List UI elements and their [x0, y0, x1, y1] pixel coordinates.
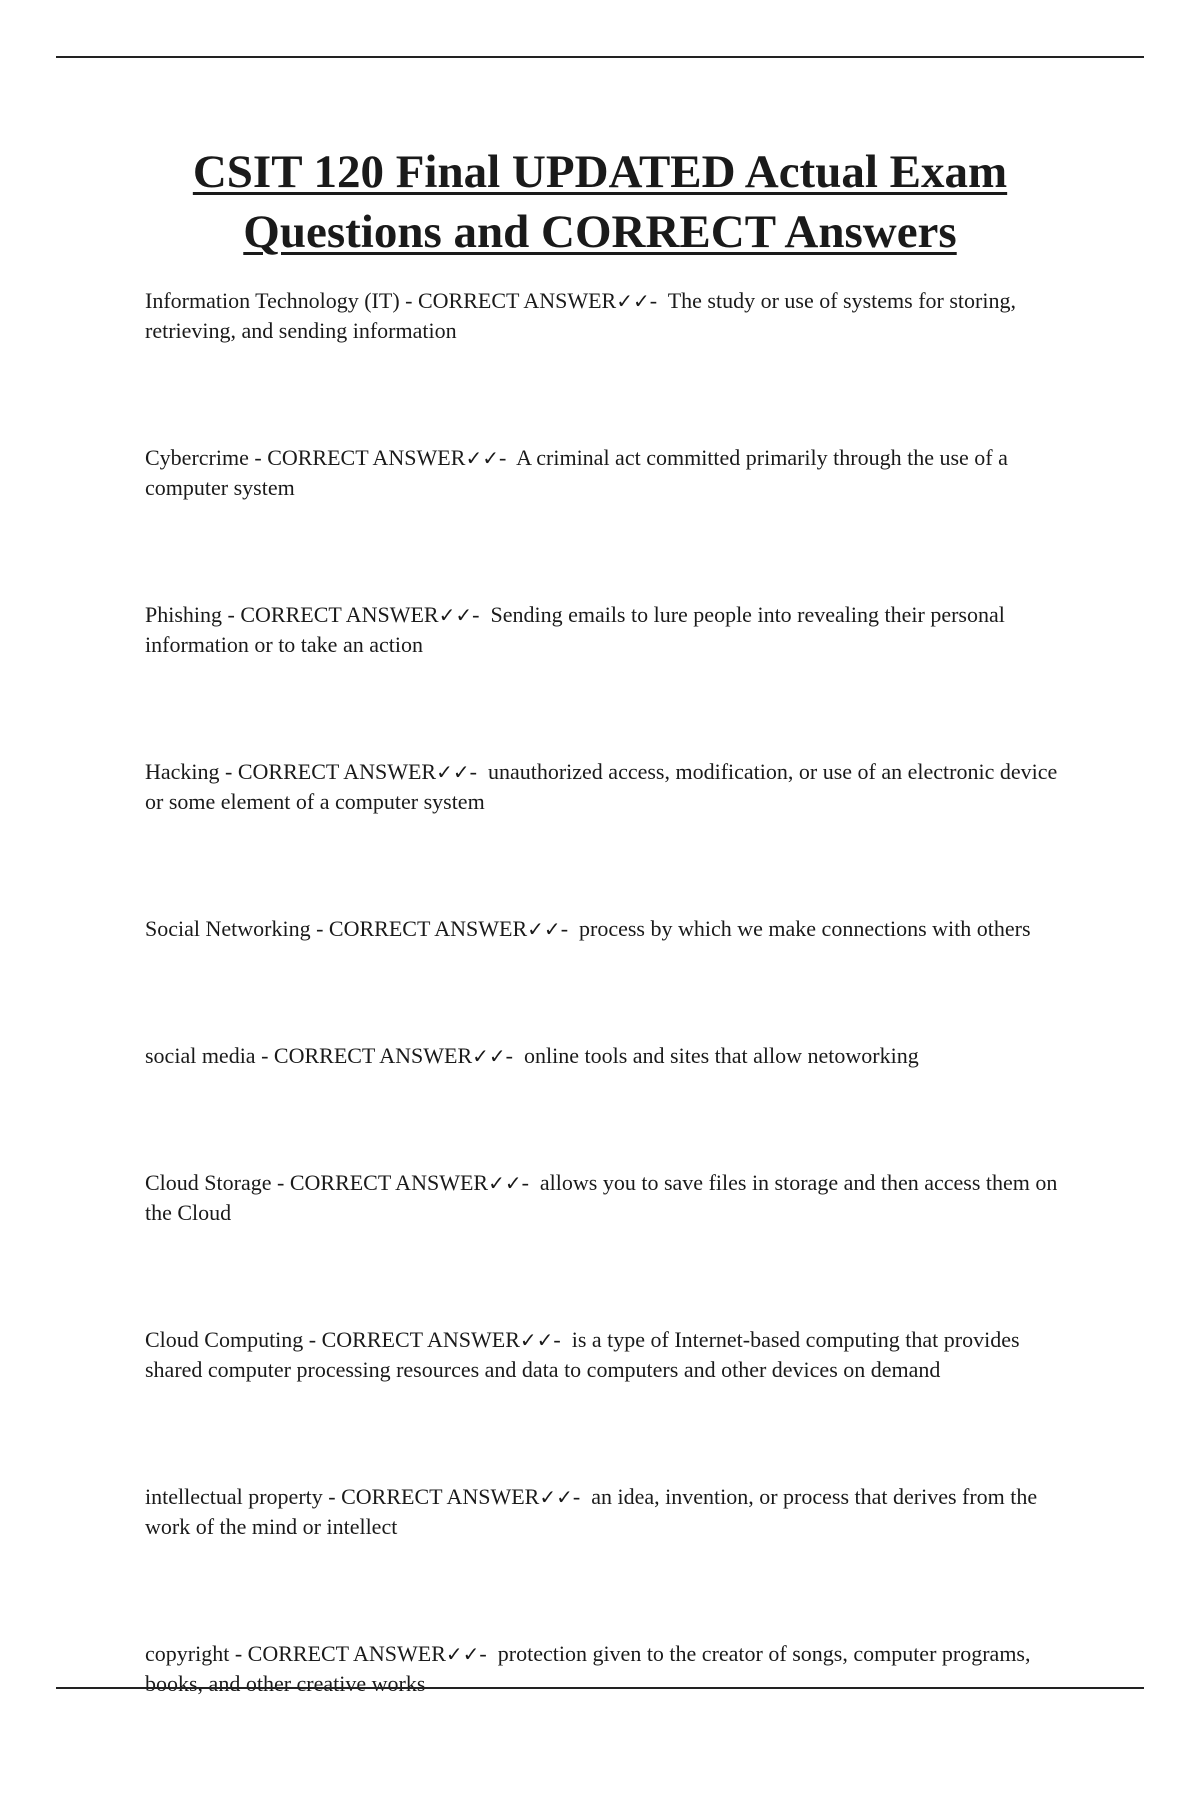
bottom-divider	[56, 1687, 1144, 1689]
qa-entry-social-media: social media - CORRECT ANSWER✓✓- online tools and sites that allow netoworking	[145, 1043, 919, 1068]
entry-definition: protection given to the creator of songs, computer programs, books, and other creative works	[145, 1641, 1031, 1696]
answer-label: CORRECT ANSWER	[341, 1484, 540, 1509]
entry-term: Hacking	[145, 759, 220, 784]
entry-term: Cloud Storage	[145, 1170, 272, 1195]
entry-term: Information Technology (IT)	[145, 288, 400, 313]
entry-term: Cloud Computing	[145, 1327, 304, 1352]
checkmark-icon: ✓✓	[465, 446, 499, 470]
entry-definition: process by which we make connections with others	[579, 916, 1031, 941]
answer-label: CORRECT ANSWER	[247, 1641, 446, 1666]
entry-term: Cybercrime	[145, 445, 249, 470]
checkmark-icon: ✓✓	[527, 917, 561, 941]
entry-term: social media	[145, 1043, 256, 1068]
checkmark-icon: ✓✓	[472, 1044, 506, 1068]
entry-term: intellectual property	[145, 1484, 323, 1509]
answer-label: CORRECT ANSWER	[237, 759, 437, 784]
qa-entry-it: Information Technology (IT) - CORRECT ANSWER✓✓- The study or use of systems for storing, retrieving, and sending information	[145, 288, 1016, 343]
checkmark-icon: ✓✓	[436, 760, 470, 784]
qa-entry-intellectual-property: intellectual property - CORRECT ANSWER✓✓- an idea, invention, or process that derives from the work of the mind or intellect	[145, 1484, 1038, 1539]
entry-definition: an idea, invention, or process that derives from the work of the mind or intellect	[145, 1484, 1038, 1539]
title-line-2: Questions and CORRECT Answers	[243, 206, 957, 258]
entry-definition: The study or use of systems for storing, retrieving, and sending information	[145, 288, 1016, 343]
qa-entry-cloud-computing: Cloud Computing - CORRECT ANSWER✓✓- is a type of Internet-based computing that provides shared computer processing resources and data to computers and other devices on demand	[145, 1327, 1020, 1382]
qa-entry-social-networking: Social Networking - CORRECT ANSWER✓✓- process by which we make connections with others	[145, 916, 1031, 941]
entry-definition: allows you to save files in storage and then access them on the Cloud	[145, 1170, 1058, 1225]
top-divider	[56, 56, 1144, 58]
answer-label: CORRECT ANSWER	[321, 1327, 520, 1352]
entry-definition: is a type of Internet-based computing that provides shared computer processing resources and data to computers and other devices on demand	[145, 1327, 1020, 1382]
qa-entry-cybercrime: Cybercrime - CORRECT ANSWER✓✓- A criminal act committed primarily through the use of a computer system	[145, 445, 1008, 500]
answer-label: CORRECT ANSWER	[289, 1170, 489, 1195]
answer-label: CORRECT ANSWER	[328, 916, 528, 941]
checkmark-icon: ✓✓	[539, 1485, 573, 1509]
checkmark-icon: ✓✓	[519, 1328, 554, 1352]
qa-entry-copyright: copyright - CORRECT ANSWER✓✓- protection given to the creator of songs, computer programs, books, and other creative works	[145, 1641, 1031, 1696]
entry-term: copyright	[145, 1641, 230, 1666]
qa-entry-hacking: Hacking - CORRECT ANSWER✓✓- unauthorized access, modification, or use of an electronic device or some element of a computer system	[145, 759, 1058, 814]
qa-entry-cloud-storage: Cloud Storage - CORRECT ANSWER✓✓- allows you to save files in storage and then access them on the Cloud	[145, 1170, 1058, 1225]
answer-label: CORRECT ANSWER	[273, 1043, 473, 1068]
checkmark-icon: ✓✓	[616, 289, 650, 313]
entry-definition: unauthorized access, modification, or use of an electronic device or some element of a computer system	[145, 759, 1058, 814]
checkmark-icon: ✓✓	[445, 1642, 480, 1666]
checkmark-icon: ✓✓	[438, 603, 473, 627]
entry-definition: Sending emails to lure people into revealing their personal information or to take an action	[145, 602, 1005, 657]
entry-term: Phishing	[145, 602, 223, 627]
answer-label: CORRECT ANSWER	[240, 602, 439, 627]
title-line-1: CSIT 120 Final UPDATED Actual Exam	[192, 146, 1008, 198]
entry-term: Social Networking	[145, 916, 311, 941]
qa-list	[145, 286, 1070, 1796]
answer-label: CORRECT ANSWER	[267, 445, 466, 470]
checkmark-icon: ✓✓	[488, 1171, 522, 1195]
entry-definition: A criminal act committed primarily through the use of a computer system	[145, 445, 1008, 500]
entry-definition: online tools and sites that allow netoworking	[524, 1043, 919, 1068]
qa-entry-phishing: Phishing - CORRECT ANSWER✓✓- Sending emails to lure people into revealing their personal information or to take an action	[145, 602, 1005, 657]
answer-label: CORRECT ANSWER	[417, 288, 617, 313]
page-title	[100, 142, 1100, 262]
